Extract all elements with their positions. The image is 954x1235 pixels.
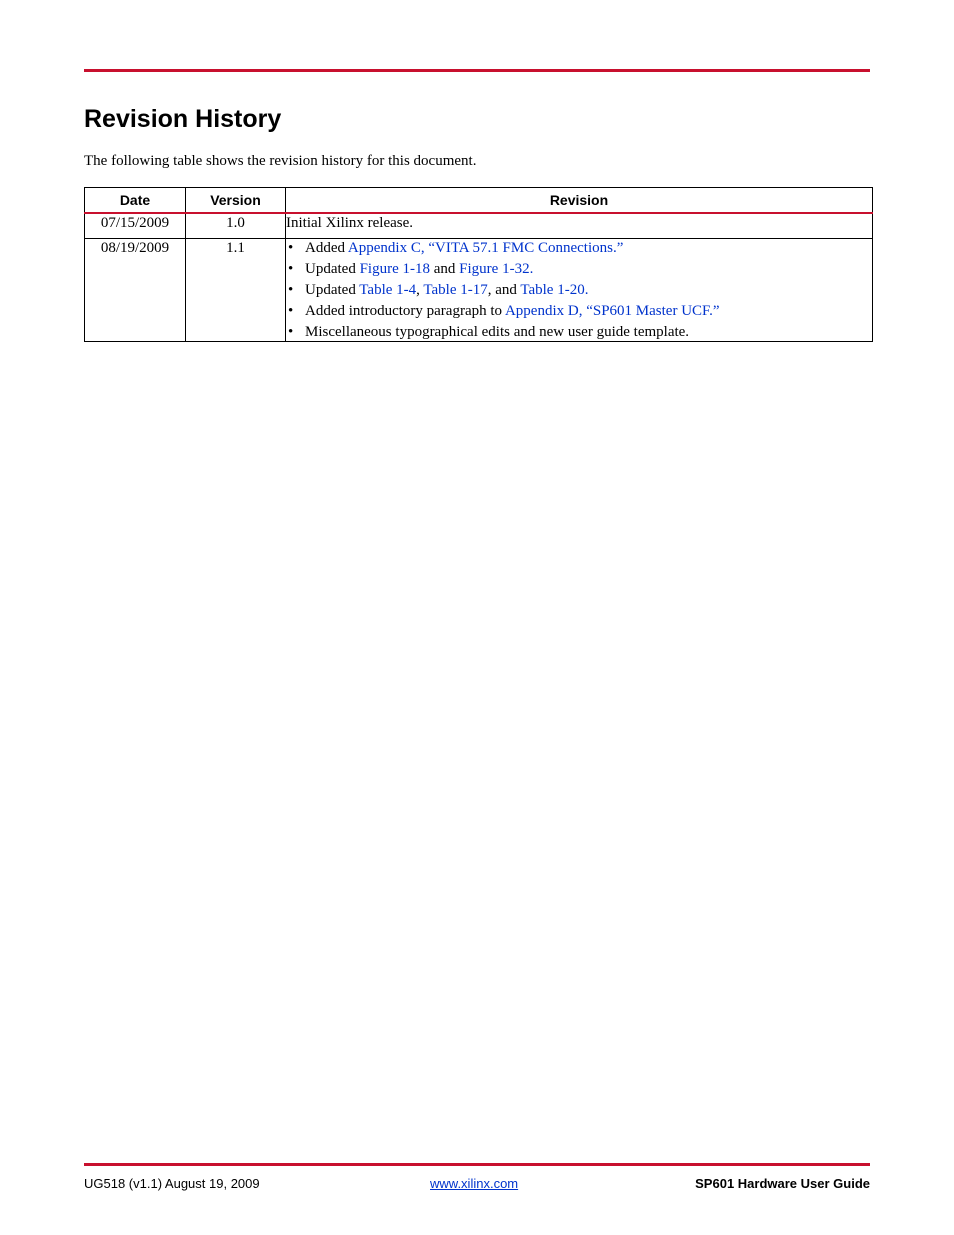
row-revision <box>286 238 873 341</box>
footer-website-link[interactable]: www.xilinx.com <box>430 1176 519 1191</box>
change-item <box>286 302 872 323</box>
table-1-20-link[interactable]: Table 1-20 <box>520 281 585 298</box>
change-text: , <box>416 281 424 298</box>
change-text: , and <box>487 281 521 298</box>
intro-paragraph: The following table shows the revision history for this document. <box>84 153 477 169</box>
figure-1-32-link[interactable]: Figure 1-32 <box>459 260 530 277</box>
table-row <box>85 213 873 238</box>
row-version: 1.1 <box>186 238 286 341</box>
appendix-d-link[interactable]: Appendix D, “SP601 Master UCF.” <box>504 302 720 319</box>
change-item <box>286 260 872 281</box>
change-text: and <box>430 260 460 277</box>
period-text: . <box>529 260 534 277</box>
bullet-icon: • <box>288 260 294 277</box>
row-date: 07/15/2009 <box>85 213 186 238</box>
change-text: Miscellaneous typographical edits and new user guide template. <box>305 323 690 340</box>
change-text: Added <box>305 239 348 256</box>
row-date: 08/19/2009 <box>85 238 186 341</box>
change-text: Updated <box>305 281 360 298</box>
bullet-icon: • <box>288 323 294 340</box>
revision-table <box>84 187 873 342</box>
table-1-17-link[interactable]: Table 1-17 <box>423 281 488 298</box>
footer-guide-title: SP601 Hardware User Guide <box>695 1176 870 1191</box>
table-row <box>85 238 873 341</box>
change-item <box>286 239 872 260</box>
table-header-row <box>85 188 873 214</box>
bullet-icon: • <box>288 281 294 298</box>
table-1-4-link[interactable]: Table 1-4 <box>359 281 417 298</box>
page-title: Revision History <box>84 105 282 133</box>
footer-rule <box>84 1163 870 1166</box>
row-version: 1.0 <box>186 213 286 238</box>
change-text: Added introductory paragraph to <box>305 302 505 319</box>
change-item <box>286 281 872 302</box>
appendix-c-link[interactable]: Appendix C, “VITA 57.1 FMC Connections.” <box>347 239 624 256</box>
row-revision: Initial Xilinx release. <box>286 213 873 238</box>
footer-doc-id: UG518 (v1.1) August 19, 2009 <box>84 1176 260 1191</box>
header-revision: Revision <box>286 188 873 214</box>
period-text: . <box>584 281 589 298</box>
header-version: Version <box>186 188 286 214</box>
change-text: Updated <box>305 260 360 277</box>
bullet-icon: • <box>288 239 294 256</box>
header-rule <box>84 69 870 72</box>
change-list <box>286 239 872 341</box>
change-item <box>286 323 872 341</box>
header-date: Date <box>85 188 186 214</box>
figure-1-18-link[interactable]: Figure 1-18 <box>359 260 430 277</box>
bullet-icon: • <box>288 302 294 319</box>
